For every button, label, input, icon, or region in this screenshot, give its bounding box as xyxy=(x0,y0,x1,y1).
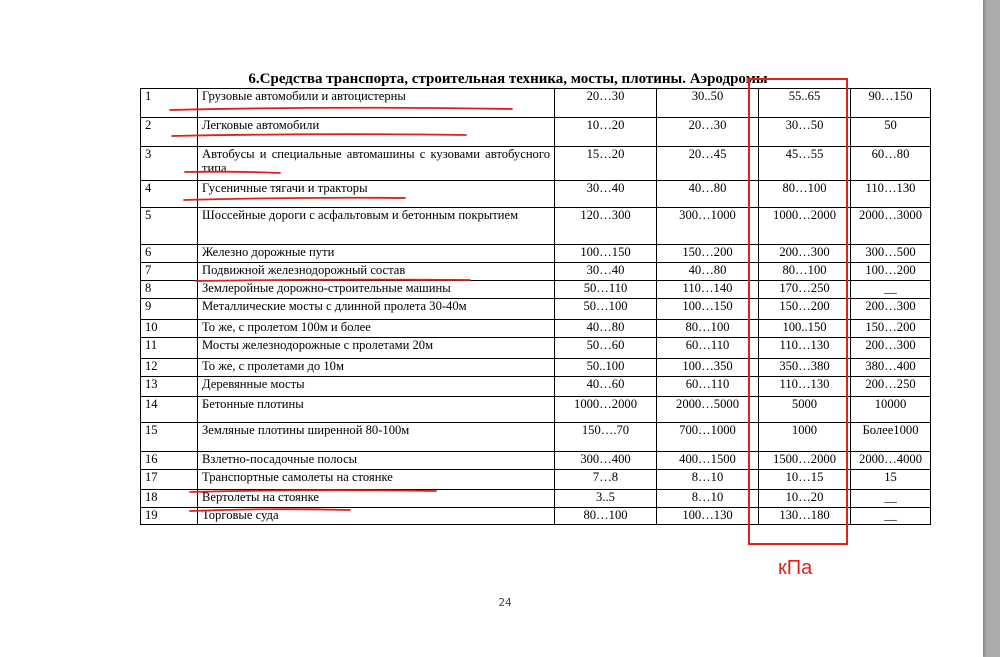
value-cell: 1500…2000 xyxy=(759,452,851,470)
value-cell: 50…60 xyxy=(555,338,657,359)
section-title: 6.Средства транспорта, строительная техника, мосты, плотины. Аэродромы xyxy=(248,71,768,87)
value-cell: 30…40 xyxy=(555,263,657,281)
value-cell: 2000…3000 xyxy=(851,208,931,245)
row-name: Бетонные плотины xyxy=(198,397,555,423)
row-number: 16 xyxy=(141,452,198,470)
value-cell: __ xyxy=(851,281,931,299)
value-cell: 30…40 xyxy=(555,181,657,208)
row-number: 7 xyxy=(141,263,198,281)
value-cell: 40…80 xyxy=(657,181,759,208)
value-cell: 15…20 xyxy=(555,147,657,181)
row-name: То же, с пролетами до 10м xyxy=(198,359,555,377)
value-cell: 130…180 xyxy=(759,508,851,525)
value-cell: 80…100 xyxy=(759,263,851,281)
row-number: 18 xyxy=(141,490,198,508)
row-name: Металлические мосты с длинной пролета 30-40м xyxy=(198,299,555,320)
value-cell: 2000…5000 xyxy=(657,397,759,423)
value-cell: 55..65 xyxy=(759,89,851,118)
row-name: Взлетно-посадочные полосы xyxy=(198,452,555,470)
value-cell: 10000 xyxy=(851,397,931,423)
row-name: Транспортные самолеты на стоянке xyxy=(198,470,555,490)
value-cell: 2000…4000 xyxy=(851,452,931,470)
value-cell: 60…110 xyxy=(657,377,759,397)
row-name: Торговые суда xyxy=(198,508,555,525)
value-cell: 150…200 xyxy=(657,245,759,263)
value-cell: 200…300 xyxy=(851,299,931,320)
row-number: 10 xyxy=(141,320,198,338)
value-cell: __ xyxy=(851,508,931,525)
value-cell: 110…140 xyxy=(657,281,759,299)
highlight-box xyxy=(748,78,848,545)
value-cell: 150….70 xyxy=(555,423,657,452)
value-cell: 100…130 xyxy=(657,508,759,525)
value-cell: 5000 xyxy=(759,397,851,423)
value-cell: 100…150 xyxy=(555,245,657,263)
row-number: 4 xyxy=(141,181,198,208)
page-number: 24 xyxy=(498,596,512,609)
value-cell: 1000 xyxy=(759,423,851,452)
value-cell: 1000…2000 xyxy=(555,397,657,423)
value-cell: 10…20 xyxy=(759,490,851,508)
value-cell: 30…50 xyxy=(759,118,851,147)
value-cell: 100…150 xyxy=(657,299,759,320)
scrollbar-track[interactable] xyxy=(988,0,1000,657)
value-cell: 40…80 xyxy=(555,320,657,338)
value-cell: 20…30 xyxy=(657,118,759,147)
row-name: Вертолеты на стоянке xyxy=(198,490,555,508)
row-number: 15 xyxy=(141,423,198,452)
value-cell: 50…100 xyxy=(555,299,657,320)
row-number: 11 xyxy=(141,338,198,359)
value-cell: 700…1000 xyxy=(657,423,759,452)
value-cell: 110…130 xyxy=(759,377,851,397)
value-cell: 50…110 xyxy=(555,281,657,299)
value-cell: 7…8 xyxy=(555,470,657,490)
value-cell: 8…10 xyxy=(657,490,759,508)
value-cell: 40…60 xyxy=(555,377,657,397)
value-cell: 15 xyxy=(851,470,931,490)
value-cell: 300…400 xyxy=(555,452,657,470)
value-cell: 200…300 xyxy=(759,245,851,263)
row-name: Гусеничные тягачи и тракторы xyxy=(198,181,555,208)
value-cell: 10…20 xyxy=(555,118,657,147)
value-cell: 300…500 xyxy=(851,245,931,263)
value-cell: 200…300 xyxy=(851,338,931,359)
row-number: 17 xyxy=(141,470,198,490)
row-number: 13 xyxy=(141,377,198,397)
value-cell: 110…130 xyxy=(759,338,851,359)
row-name: Грузовые автомобили и автоцистерны xyxy=(198,89,555,118)
value-cell: 170…250 xyxy=(759,281,851,299)
unit-label: кПа xyxy=(778,557,813,579)
value-cell: 10…15 xyxy=(759,470,851,490)
value-cell: 3..5 xyxy=(555,490,657,508)
value-cell: 120…300 xyxy=(555,208,657,245)
value-cell: 20…45 xyxy=(657,147,759,181)
row-name: Деревянные мосты xyxy=(198,377,555,397)
row-number: 19 xyxy=(141,508,198,525)
value-cell: 350…380 xyxy=(759,359,851,377)
value-cell: 50..100 xyxy=(555,359,657,377)
value-cell: 45…55 xyxy=(759,147,851,181)
row-number: 6 xyxy=(141,245,198,263)
row-name: Автобусы и специальные автомашины с кузовами автобусного типа xyxy=(198,147,555,181)
row-number: 14 xyxy=(141,397,198,423)
value-cell: 50 xyxy=(851,118,931,147)
value-cell: 150…200 xyxy=(759,299,851,320)
row-name: Шоссейные дороги с асфальтовым и бетонным покрытием xyxy=(198,208,555,245)
row-name: Земляные плотины ширенной 80-100м xyxy=(198,423,555,452)
value-cell: 20…30 xyxy=(555,89,657,118)
value-cell: 60…110 xyxy=(657,338,759,359)
value-cell: 150…200 xyxy=(851,320,931,338)
row-name: Землеройные дорожно-строительные машины xyxy=(198,281,555,299)
row-number: 5 xyxy=(141,208,198,245)
value-cell: 110…130 xyxy=(851,181,931,208)
row-name: Железно дорожные пути xyxy=(198,245,555,263)
value-cell: 380…400 xyxy=(851,359,931,377)
row-name: Легковые автомобили xyxy=(198,118,555,147)
row-number: 9 xyxy=(141,299,198,320)
value-cell: 300…1000 xyxy=(657,208,759,245)
value-cell: 80…100 xyxy=(759,181,851,208)
value-cell: 1000…2000 xyxy=(759,208,851,245)
value-cell: 100..150 xyxy=(759,320,851,338)
row-number: 8 xyxy=(141,281,198,299)
value-cell: 60…80 xyxy=(851,147,931,181)
value-cell: Более1000 xyxy=(851,423,931,452)
value-cell: 80…100 xyxy=(657,320,759,338)
value-cell: 8…10 xyxy=(657,470,759,490)
row-number: 2 xyxy=(141,118,198,147)
row-name: Подвижной железнодорожный состав xyxy=(198,263,555,281)
row-number: 3 xyxy=(141,147,198,181)
row-name: То же, с пролетом 100м и более xyxy=(198,320,555,338)
value-cell: 30..50 xyxy=(657,89,759,118)
row-name: Мосты железнодорожные с пролетами 20м xyxy=(198,338,555,359)
value-cell: 100…350 xyxy=(657,359,759,377)
value-cell: 80…100 xyxy=(555,508,657,525)
row-number: 12 xyxy=(141,359,198,377)
value-cell: 100…200 xyxy=(851,263,931,281)
value-cell: 400…1500 xyxy=(657,452,759,470)
value-cell: 40…80 xyxy=(657,263,759,281)
value-cell: 90…150 xyxy=(851,89,931,118)
value-cell: 200…250 xyxy=(851,377,931,397)
row-number: 1 xyxy=(141,89,198,118)
value-cell: __ xyxy=(851,490,931,508)
